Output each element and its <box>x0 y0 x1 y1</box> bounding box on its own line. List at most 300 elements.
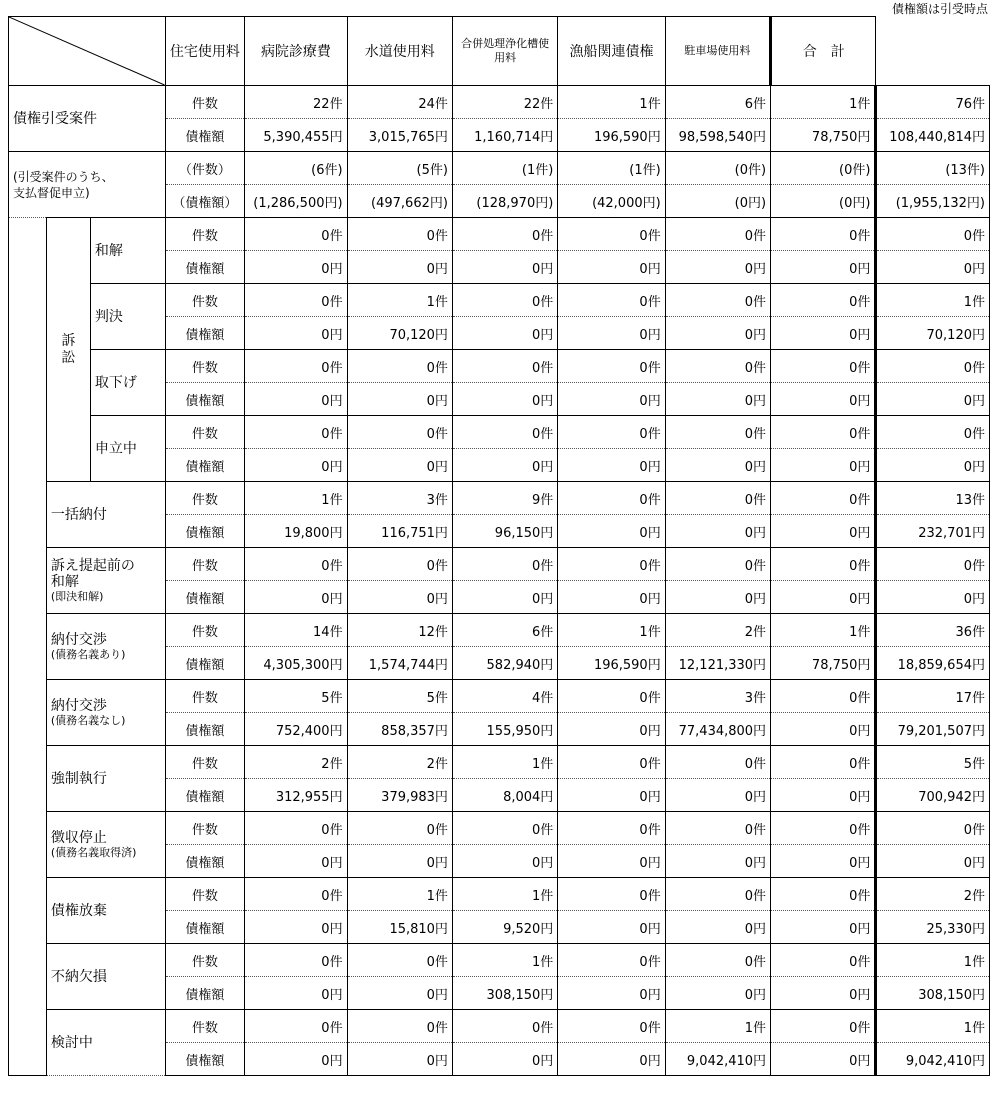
measure-label: 件数 <box>165 284 245 317</box>
measure-label: 債権額 <box>165 581 245 614</box>
amount-value: 312,955円 <box>245 779 347 812</box>
row-group-name: 債権引受案件 <box>13 110 97 127</box>
measure-label: （債権額） <box>165 185 245 218</box>
row-group-label <box>46 548 165 614</box>
row-group-name: 強制執行 <box>50 770 107 787</box>
measure-label: 件数 <box>165 680 245 713</box>
count-value: 0件 <box>771 812 876 845</box>
amount-value: (1,286,500円) <box>245 185 347 218</box>
count-value: 0件 <box>558 680 665 713</box>
amount-value: 0円 <box>665 581 770 614</box>
amount-value: 700,942円 <box>876 779 990 812</box>
count-value: 0件 <box>347 548 452 581</box>
basis-note: 債権額は引受時点 <box>891 2 988 16</box>
count-value: 0件 <box>876 812 990 845</box>
amount-value: 4,305,300円 <box>245 647 347 680</box>
count-value: 0件 <box>452 1010 557 1043</box>
count-value: 1件 <box>876 284 990 317</box>
count-value: 0件 <box>771 218 876 251</box>
count-value: 0件 <box>771 746 876 779</box>
count-value: 0件 <box>558 944 665 977</box>
row-group-label <box>46 1010 165 1076</box>
amount-value: 196,590円 <box>558 647 665 680</box>
amount-value: 0円 <box>452 317 557 350</box>
amount-value: 0円 <box>771 317 876 350</box>
count-value: 0件 <box>558 878 665 911</box>
measure-label: 件数 <box>165 86 245 119</box>
data-row-count <box>9 86 990 119</box>
row-group-label <box>90 416 165 482</box>
count-value: 0件 <box>665 350 770 383</box>
amount-value: 0円 <box>771 449 876 482</box>
measure-label: 件数 <box>165 878 245 911</box>
measure-label: 債権額 <box>165 647 245 680</box>
amount-value: 1,574,744円 <box>347 647 452 680</box>
count-value: 24件 <box>347 86 452 119</box>
count-value: 0件 <box>665 548 770 581</box>
count-value: 0件 <box>665 812 770 845</box>
count-value: 0件 <box>771 1010 876 1043</box>
row-group-name: 納付交渉 <box>50 698 107 714</box>
amount-value: 79,201,507円 <box>876 713 990 746</box>
count-value: 0件 <box>558 284 665 317</box>
amount-value: 0円 <box>245 1043 347 1076</box>
count-value: 1件 <box>452 944 557 977</box>
amount-value: 0円 <box>665 449 770 482</box>
amount-value: 0円 <box>347 449 452 482</box>
count-value: 0件 <box>771 350 876 383</box>
row-group-label <box>46 482 165 548</box>
amount-value: 0円 <box>558 251 665 284</box>
amount-value: 0円 <box>771 515 876 548</box>
count-value: 0件 <box>245 416 347 449</box>
data-row-count <box>9 614 990 647</box>
measure-label: 債権額 <box>165 317 245 350</box>
amount-value: (497,662円) <box>347 185 452 218</box>
col-header: 病院診療費 <box>245 17 347 86</box>
row-group-label <box>46 680 165 746</box>
count-value: (1件) <box>558 152 665 185</box>
count-value: 0件 <box>245 812 347 845</box>
row-group-name: 検討中 <box>50 1034 93 1051</box>
amount-value: 108,440,814円 <box>876 119 990 152</box>
amount-value: 0円 <box>245 845 347 878</box>
amount-value: 15,810円 <box>347 911 452 944</box>
amount-value: 0円 <box>665 911 770 944</box>
amount-value: 0円 <box>876 449 990 482</box>
amount-value: 0円 <box>452 251 557 284</box>
amount-value: 155,950円 <box>452 713 557 746</box>
amount-value: 70,120円 <box>347 317 452 350</box>
count-value: 0件 <box>771 680 876 713</box>
data-row-count <box>9 152 990 185</box>
measure-label: 債権額 <box>165 1043 245 1076</box>
row-group-name: 不納欠損 <box>50 968 107 985</box>
amount-value: 0円 <box>558 911 665 944</box>
count-value: (1件) <box>452 152 557 185</box>
amount-value: 0円 <box>245 383 347 416</box>
count-value: 0件 <box>452 812 557 845</box>
amount-value: (0円) <box>665 185 770 218</box>
amount-value: 96,150円 <box>452 515 557 548</box>
measure-label: 債権額 <box>165 383 245 416</box>
amount-value: 0円 <box>558 977 665 1010</box>
count-value: 0件 <box>347 812 452 845</box>
measure-label: 件数 <box>165 812 245 845</box>
measure-label: 債権額 <box>165 713 245 746</box>
row-group-name: 一括納付 <box>50 506 107 523</box>
count-value: 17件 <box>876 680 990 713</box>
data-row-count <box>9 680 990 713</box>
measure-label: 件数 <box>165 746 245 779</box>
amount-value: 0円 <box>771 251 876 284</box>
amount-value: 77,434,800円 <box>665 713 770 746</box>
count-value: 0件 <box>452 350 557 383</box>
count-value: (13件) <box>876 152 990 185</box>
data-row-count <box>9 284 990 317</box>
count-value: 0件 <box>558 548 665 581</box>
count-value: 0件 <box>876 416 990 449</box>
count-value: 0件 <box>347 218 452 251</box>
amount-value: 0円 <box>771 581 876 614</box>
amount-value: 8,004円 <box>452 779 557 812</box>
count-value: 1件 <box>665 1010 770 1043</box>
count-value: 5件 <box>245 680 347 713</box>
count-value: 0件 <box>771 878 876 911</box>
col-header: 水道使用料 <box>347 17 452 86</box>
row-group-label <box>46 614 165 680</box>
row-group-name: 取下げ <box>94 374 137 391</box>
row-group-name: 訴え提起前の 和解 <box>50 558 135 590</box>
count-value: 3件 <box>665 680 770 713</box>
count-value: 1件 <box>452 746 557 779</box>
amount-value: 0円 <box>347 1043 452 1076</box>
amount-value: 0円 <box>245 449 347 482</box>
row-group-note: (即決和解) <box>50 590 104 603</box>
measure-label: 件数 <box>165 1010 245 1043</box>
claims-table <box>8 16 990 1076</box>
measure-label: 件数 <box>165 548 245 581</box>
amount-value: 9,042,410円 <box>665 1043 770 1076</box>
count-value: 0件 <box>665 746 770 779</box>
count-value: 1件 <box>452 878 557 911</box>
count-value: (5件) <box>347 152 452 185</box>
row-group-note: (債務名義あり) <box>50 648 126 661</box>
count-value: 1件 <box>558 614 665 647</box>
data-row-count <box>9 482 990 515</box>
amount-value: 0円 <box>452 581 557 614</box>
amount-value: 18,859,654円 <box>876 647 990 680</box>
count-value: 0件 <box>665 218 770 251</box>
amount-value: 1,160,714円 <box>452 119 557 152</box>
measure-label: 件数 <box>165 416 245 449</box>
count-value: 0件 <box>665 878 770 911</box>
count-value: 22件 <box>245 86 347 119</box>
amount-value: 3,015,765円 <box>347 119 452 152</box>
count-value: (0件) <box>771 152 876 185</box>
count-value: 5件 <box>347 680 452 713</box>
data-row-count <box>9 812 990 845</box>
data-row-count <box>9 944 990 977</box>
col-header: 合併処理浄化槽使用料 <box>452 17 557 86</box>
data-row-count <box>9 878 990 911</box>
amount-value: 0円 <box>558 317 665 350</box>
measure-label: 件数 <box>165 350 245 383</box>
count-value: 0件 <box>558 812 665 845</box>
count-value: 4件 <box>452 680 557 713</box>
row-group-label <box>9 152 166 218</box>
amount-value: 0円 <box>771 779 876 812</box>
measure-label: 件数 <box>165 944 245 977</box>
count-value: 0件 <box>245 1010 347 1043</box>
count-value: 1件 <box>876 944 990 977</box>
corner-cell <box>9 17 166 86</box>
amount-value: 78,750円 <box>771 119 876 152</box>
count-value: 2件 <box>245 746 347 779</box>
amount-value: 0円 <box>876 581 990 614</box>
count-value: 13件 <box>876 482 990 515</box>
row-group-label <box>46 746 165 812</box>
amount-value: 0円 <box>771 845 876 878</box>
amount-value: 9,520円 <box>452 911 557 944</box>
amount-value: 0円 <box>245 581 347 614</box>
col-header: 漁船関連債権 <box>558 17 665 86</box>
amount-value: 232,701円 <box>876 515 990 548</box>
col-header: 住宅使用料 <box>165 17 245 86</box>
amount-value: 116,751円 <box>347 515 452 548</box>
measure-label: 債権額 <box>165 845 245 878</box>
measure-label: 債権額 <box>165 977 245 1010</box>
count-value: 9件 <box>452 482 557 515</box>
count-value: 0件 <box>665 416 770 449</box>
data-row-count <box>9 746 990 779</box>
count-value: 0件 <box>558 218 665 251</box>
amount-value: 858,357円 <box>347 713 452 746</box>
amount-value: 0円 <box>452 449 557 482</box>
col-header-total: 合 計 <box>771 17 876 86</box>
amount-value: 9,042,410円 <box>876 1043 990 1076</box>
amount-value: 0円 <box>665 383 770 416</box>
lawsuit-label: 訴 訟 <box>46 218 90 482</box>
measure-label: 件数 <box>165 482 245 515</box>
row-group-name: 債権放棄 <box>50 902 107 919</box>
count-value: 2件 <box>876 878 990 911</box>
amount-value: 0円 <box>771 713 876 746</box>
data-row-count <box>9 416 990 449</box>
count-value: 14件 <box>245 614 347 647</box>
row-group-note: (債務名義なし) <box>50 714 126 727</box>
row-group-note: (債務名義取得済) <box>50 846 137 859</box>
amount-value: 78,750円 <box>771 647 876 680</box>
row-group-label <box>46 812 165 878</box>
count-value: 0件 <box>245 350 347 383</box>
count-value: 0件 <box>347 350 452 383</box>
measure-label: 債権額 <box>165 251 245 284</box>
count-value: 1件 <box>347 878 452 911</box>
data-row-count <box>9 218 990 251</box>
amount-value: 0円 <box>347 977 452 1010</box>
amount-value: 0円 <box>771 1043 876 1076</box>
amount-value: 0円 <box>347 383 452 416</box>
row-group-label <box>9 86 166 152</box>
measure-label: 債権額 <box>165 119 245 152</box>
measure-label: 債権額 <box>165 911 245 944</box>
amount-value: 19,800円 <box>245 515 347 548</box>
count-value: 0件 <box>771 944 876 977</box>
amount-value: 0円 <box>452 845 557 878</box>
amount-value: (128,970円) <box>452 185 557 218</box>
row-group-label <box>46 878 165 944</box>
count-value: 0件 <box>771 482 876 515</box>
amount-value: 308,150円 <box>452 977 557 1010</box>
count-value: 1件 <box>245 482 347 515</box>
row-group-name: 徴収停止 <box>50 830 107 846</box>
data-row-count <box>9 350 990 383</box>
amount-value: 0円 <box>558 713 665 746</box>
row-group-label <box>90 218 165 284</box>
measure-label: 件数 <box>165 218 245 251</box>
amount-value: 582,940円 <box>452 647 557 680</box>
amount-value: 0円 <box>558 383 665 416</box>
count-value: 12件 <box>347 614 452 647</box>
count-value: 0件 <box>665 284 770 317</box>
count-value: 0件 <box>665 482 770 515</box>
count-value: 6件 <box>665 86 770 119</box>
count-value: 1件 <box>558 86 665 119</box>
row-group-label <box>90 284 165 350</box>
amount-value: 0円 <box>665 977 770 1010</box>
amount-value: 0円 <box>245 911 347 944</box>
count-value: 0件 <box>245 218 347 251</box>
header-row <box>9 17 990 86</box>
amount-value: 0円 <box>876 251 990 284</box>
amount-value: 0円 <box>245 317 347 350</box>
row-group-name: 和解 <box>94 242 123 259</box>
amount-value: 25,330円 <box>876 911 990 944</box>
count-value: 1件 <box>876 1010 990 1043</box>
amount-value: 0円 <box>665 317 770 350</box>
count-value: 0件 <box>876 548 990 581</box>
count-value: 0件 <box>558 1010 665 1043</box>
amount-value: 0円 <box>876 845 990 878</box>
count-value: 36件 <box>876 614 990 647</box>
amount-value: 5,390,455円 <box>245 119 347 152</box>
amount-value: 0円 <box>665 845 770 878</box>
amount-value: 0円 <box>452 383 557 416</box>
amount-value: 0円 <box>558 515 665 548</box>
count-value: 0件 <box>452 416 557 449</box>
row-group-name: 納付交渉 <box>50 632 107 648</box>
amount-value: 0円 <box>665 251 770 284</box>
amount-value: 0円 <box>347 251 452 284</box>
count-value: 0件 <box>558 482 665 515</box>
amount-value: 0円 <box>876 383 990 416</box>
count-value: (0件) <box>665 152 770 185</box>
amount-value: 0円 <box>245 251 347 284</box>
amount-value: 98,598,540円 <box>665 119 770 152</box>
amount-value: 0円 <box>665 779 770 812</box>
count-value: 5件 <box>876 746 990 779</box>
count-value: 76件 <box>876 86 990 119</box>
amount-value: 70,120円 <box>876 317 990 350</box>
row-group-name: (引受案件のうち、 支払督促申立) <box>13 169 114 200</box>
amount-value: 0円 <box>245 977 347 1010</box>
count-value: 0件 <box>245 548 347 581</box>
amount-value: 196,590円 <box>558 119 665 152</box>
count-value: 0件 <box>347 416 452 449</box>
amount-value: (0円) <box>771 185 876 218</box>
count-value: 0件 <box>452 284 557 317</box>
count-value: 1件 <box>771 86 876 119</box>
measure-label: 債権額 <box>165 779 245 812</box>
count-value: 0件 <box>558 746 665 779</box>
count-value: 0件 <box>245 944 347 977</box>
amount-value: 752,400円 <box>245 713 347 746</box>
amount-value: 0円 <box>665 515 770 548</box>
amount-value: 0円 <box>347 581 452 614</box>
count-value: 0件 <box>558 350 665 383</box>
count-value: 0件 <box>347 1010 452 1043</box>
count-value: 0件 <box>347 944 452 977</box>
amount-value: 308,150円 <box>876 977 990 1010</box>
amount-value: (42,000円) <box>558 185 665 218</box>
count-value: 0件 <box>876 218 990 251</box>
count-value: 2件 <box>665 614 770 647</box>
data-row-count <box>9 548 990 581</box>
count-value: 0件 <box>452 218 557 251</box>
measure-label: 債権額 <box>165 449 245 482</box>
count-value: 0件 <box>558 416 665 449</box>
row-group-label <box>46 944 165 1010</box>
measure-label: （件数） <box>165 152 245 185</box>
count-value: 0件 <box>245 878 347 911</box>
amount-value: 379,983円 <box>347 779 452 812</box>
count-value: 1件 <box>771 614 876 647</box>
indent-cell <box>9 218 47 1076</box>
amount-value: 0円 <box>452 1043 557 1076</box>
amount-value: 0円 <box>558 581 665 614</box>
col-header: 駐車場使用料 <box>665 17 770 86</box>
amount-value: 0円 <box>771 977 876 1010</box>
count-value: 0件 <box>771 548 876 581</box>
count-value: 0件 <box>771 284 876 317</box>
count-value: 2件 <box>347 746 452 779</box>
measure-label: 件数 <box>165 614 245 647</box>
amount-value: 12,121,330円 <box>665 647 770 680</box>
count-value: 0件 <box>452 548 557 581</box>
count-value: 0件 <box>876 350 990 383</box>
count-value: 0件 <box>245 284 347 317</box>
amount-value: 0円 <box>771 911 876 944</box>
count-value: 3件 <box>347 482 452 515</box>
amount-value: 0円 <box>558 845 665 878</box>
amount-value: (1,955,132円) <box>876 185 990 218</box>
row-group-name: 判決 <box>94 308 123 325</box>
count-value: 1件 <box>347 284 452 317</box>
count-value: 6件 <box>452 614 557 647</box>
count-value: 0件 <box>665 944 770 977</box>
count-value: 22件 <box>452 86 557 119</box>
count-value: 0件 <box>771 416 876 449</box>
row-group-name: 申立中 <box>94 440 137 457</box>
count-value: (6件) <box>245 152 347 185</box>
measure-label: 債権額 <box>165 515 245 548</box>
amount-value: 0円 <box>771 383 876 416</box>
data-row-count <box>9 1010 990 1043</box>
amount-value: 0円 <box>558 779 665 812</box>
row-group-label <box>90 350 165 416</box>
amount-value: 0円 <box>347 845 452 878</box>
